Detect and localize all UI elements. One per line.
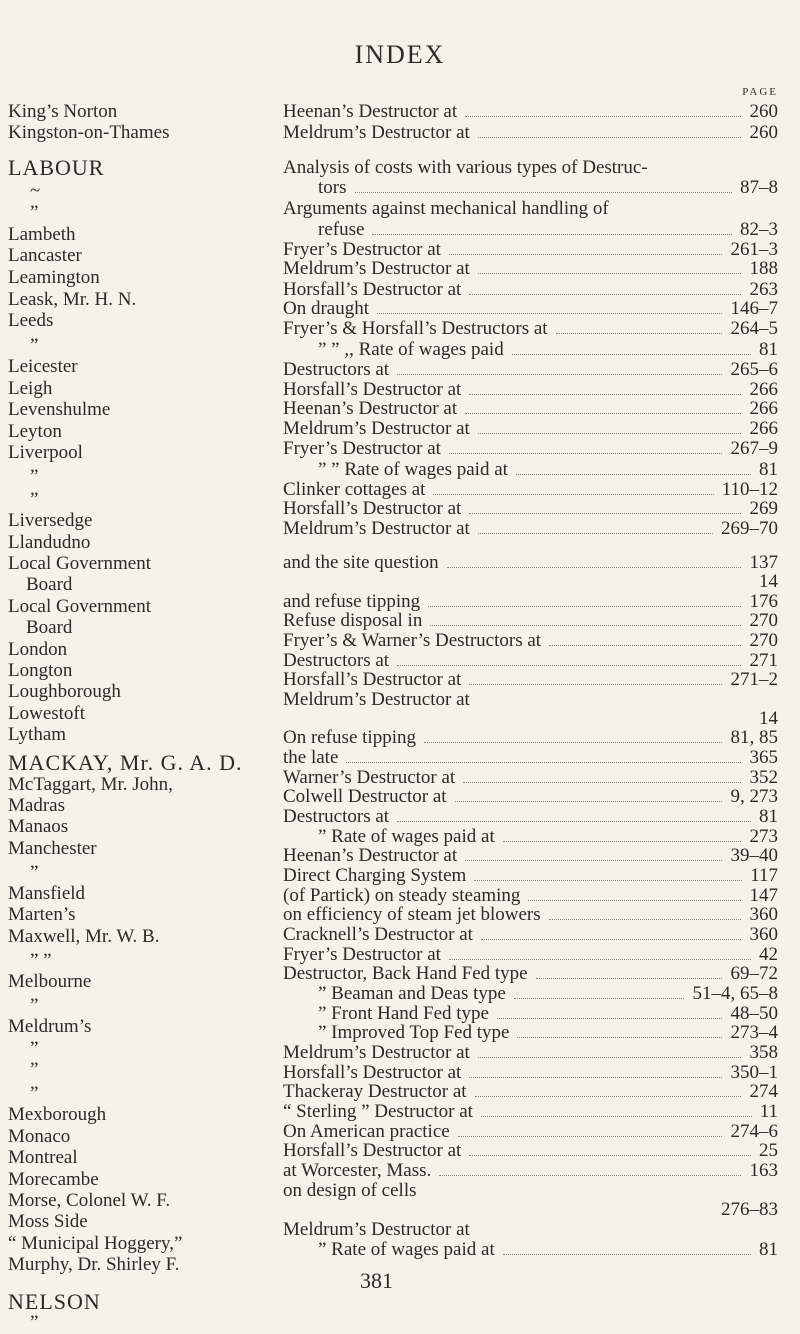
index-row [0,1219,800,1241]
page-reference: 48–50 [730,1003,778,1024]
subentry-text: on design of cells [283,1180,417,1201]
subentry-text: and the site question [283,552,439,573]
page-reference: 25 [759,1140,778,1161]
index-entry: Leeds [8,310,54,331]
subentry-text: Heenan’s Destructor at [283,845,458,866]
dot-leader [463,782,741,783]
dot-leader [478,1057,741,1058]
dot-leader [458,1136,722,1137]
index-row [0,1101,800,1123]
subentry-text: Meldrum’s Destructor at [283,518,470,539]
index-row [0,845,800,867]
index-entry: ” [30,995,39,1016]
subentry-text: Horsfall’s Destructor at [283,379,462,400]
page-reference: 263 [749,279,778,300]
subentry-text: Horsfall’s Destructor at [283,498,462,519]
index-entry: Leyton [8,421,62,442]
index-row [0,806,800,828]
page-reference: 14 [759,571,778,592]
index-row [0,865,800,887]
page-reference: 269–70 [721,518,778,539]
index-entry: Leask, Mr. H. N. [8,289,137,310]
index-entry: Manchester [8,838,97,859]
dot-leader [503,841,741,842]
subentry-text: Horsfall’s Destructor at [283,669,462,690]
page-reference: 81 [759,1239,778,1260]
index-row [0,318,800,340]
index-row [0,1140,800,1162]
index-row [0,122,800,144]
page-reference: 69–72 [730,963,778,984]
subentry-text: refuse [318,219,365,240]
index-entry: Liversedge [8,510,93,531]
index-row [0,258,800,280]
dot-leader [556,333,722,334]
page-reference: 137 [749,552,778,573]
dot-leader [481,1116,752,1117]
subentry-text: Fryer’s Destructor at [283,944,441,965]
index-row [0,1042,800,1064]
page-reference: 271 [749,650,778,671]
index-entry: “ Municipal Hoggery,” [8,1233,183,1254]
index-entry: ” [30,1059,39,1080]
dot-leader [469,294,741,295]
dot-leader [449,254,722,255]
page-reference: 163 [749,1160,778,1181]
page-reference: 42 [759,944,778,965]
subentry-text: On American practice [283,1121,450,1142]
page-reference: 39–40 [730,845,778,866]
page-reference: 110–12 [721,479,778,500]
dot-leader [549,645,741,646]
index-entry: Madras [8,795,65,816]
dot-leader [478,433,741,434]
subentry-text: ” Rate of wages paid at [318,1239,495,1260]
index-entry: ” [30,862,39,883]
index-entry: Llandudno [8,532,91,553]
page-reference: 267–9 [730,438,778,459]
index-entry: Leigh [8,378,53,399]
dot-leader [469,684,722,685]
subentry-text: Refuse disposal in [283,610,423,631]
page-reference: 11 [759,1101,778,1122]
page-reference: 269 [749,498,778,519]
index-entry: Morse, Colonel W. F. [8,1190,171,1211]
dot-leader [474,880,742,881]
index-entry: Montreal [8,1147,78,1168]
subentry-text: (of Partick) on steady steaming [283,885,521,906]
subentry-text: Clinker cottages at [283,479,426,500]
page-reference: 352 [749,767,778,788]
dot-leader [377,313,722,314]
index-entry: Lowestoft [8,703,86,724]
index-row [0,498,800,520]
page-reference: 360 [749,924,778,945]
dot-leader [497,1018,722,1019]
dot-leader [503,1254,751,1255]
subentry-text: Direct Charging System [283,865,467,886]
index-entry: Leicester [8,356,78,377]
index-entry: Meldrum’s [8,1016,92,1037]
subentry-text: Destructors at [283,806,390,827]
subentry-text: Heenan’s Destructor at [283,101,458,122]
subentry-text: ” ” ,, Rate of wages paid [318,339,504,360]
index-entry: Morecambe [8,1169,99,1190]
index-row [0,669,800,691]
index-row [0,1022,800,1044]
index-entry: Kingston-on-Thames [8,122,170,143]
page-reference: 350–1 [730,1062,778,1083]
index-entry: ” [30,202,39,223]
subentry-text: and refuse tipping [283,591,421,612]
index-entry: Lancaster [8,245,82,266]
page-reference: 266 [749,418,778,439]
subentry-text: Warner’s Destructor at [283,767,456,788]
index-entry: Lytham [8,724,67,745]
subentry-text: ” ” Rate of wages paid at [318,459,508,480]
page-reference: 81, 85 [730,727,778,748]
page-reference: 264–5 [730,318,778,339]
subentry-text: Meldrum’s Destructor at [283,689,470,710]
dot-leader [465,860,722,861]
index-entry: ” [30,466,39,487]
index-entry: ” [30,1312,39,1333]
subentry-text: Destructors at [283,359,390,380]
subentry-text: On draught [283,298,370,319]
page-reference: 270 [749,610,778,631]
dot-leader [447,567,741,568]
index-entry: Monaco [8,1126,71,1147]
index-row [0,219,800,241]
subentry-text: Fryer’s Destructor at [283,438,441,459]
subentry-text: Cracknell’s Destructor at [283,924,473,945]
page-reference: 266 [749,398,778,419]
index-entry: Mexborough [8,1104,107,1125]
index-row [0,359,800,381]
subentry-text: Fryer’s & Warner’s Destructors at [283,630,542,651]
subentry-text: Destructor, Back Hand Fed type [283,963,528,984]
index-row [0,198,800,220]
index-row [0,610,800,632]
dot-leader [449,453,722,454]
index-row [0,339,800,361]
page-column-label: PAGE [742,86,778,98]
index-row [0,963,800,985]
page-reference: 365 [749,747,778,768]
index-heading: NELSON [8,1289,101,1314]
index-entry: Mansfield [8,883,86,904]
index-entry: McTaggart, Mr. John, [8,774,173,795]
index-row [0,1160,800,1182]
index-entry: ~ [30,180,41,201]
dot-leader [465,413,741,414]
index-entry: ” ” [30,950,52,971]
index-row [0,904,800,926]
index-row [0,418,800,440]
index-row [0,747,800,769]
subentry-text: Analysis of costs with various types of Destruc- [283,157,648,178]
index-entry: Board [26,617,73,638]
index-row [0,983,800,1005]
dot-leader [346,762,741,763]
page-reference: 265–6 [730,359,778,380]
subentry-text: ” Improved Top Fed type [318,1022,510,1043]
dot-leader [439,1175,741,1176]
index-entry: Moss Side [8,1211,88,1232]
page-reference: 273 [749,826,778,847]
page-reference: 51–4, 65–8 [692,983,778,1004]
page-reference: 176 [749,591,778,612]
dot-leader [528,900,741,901]
dot-leader [428,606,741,607]
index-row [0,101,800,123]
page-reference: 270 [749,630,778,651]
folio-number: 381 [360,1268,393,1293]
index-entry: Board [26,574,73,595]
index-row [0,1081,800,1103]
page-reference: 82–3 [740,219,778,240]
page-reference: 266 [749,379,778,400]
subentry-text: Meldrum’s Destructor at [283,1219,470,1240]
page-reference: 117 [750,865,778,886]
index-entry: Lambeth [8,224,76,245]
page-reference: 146–7 [730,298,778,319]
index-entry: ” [30,335,39,356]
subentry-text: ” Front Hand Fed type [318,1003,489,1024]
index-row [0,177,800,199]
dot-leader [516,474,751,475]
index-entry: Liverpool [8,442,83,463]
index-row [0,298,800,320]
subentry-text: the late [283,747,339,768]
subentry-text: Meldrum’s Destructor at [283,122,470,143]
subentry-text: tors [318,177,347,198]
page-reference: 273–4 [730,1022,778,1043]
subentry-text: Meldrum’s Destructor at [283,418,470,439]
dot-leader [469,513,741,514]
index-entry: Loughborough [8,681,121,702]
index-row [0,727,800,749]
dot-leader [478,273,741,274]
subentry-text: Fryer’s Destructor at [283,239,441,260]
subentry-text: “ Sterling ” Destructor at [283,1101,473,1122]
index-row [0,1199,800,1221]
page-reference: 147 [749,885,778,906]
dot-leader [481,939,741,940]
index-entry: Melbourne [8,971,92,992]
dot-leader [430,625,741,626]
page-reference: 9, 273 [730,786,778,807]
index-entry: Maxwell, Mr. W. B. [8,926,160,947]
index-row [0,518,800,540]
dot-leader [455,801,722,802]
subentry-text: Destructors at [283,650,390,671]
index-heading: LABOUR [8,155,105,180]
dot-leader [355,192,732,193]
dot-leader [465,116,741,117]
dot-leader [433,494,714,495]
index-entry: Murphy, Dr. Shirley F. [8,1254,180,1275]
index-entry: Longton [8,660,73,681]
subentry-text: on efficiency of steam jet blowers [283,904,541,925]
index-row [0,924,800,946]
index-entry: Local Government [8,596,151,617]
index-row [0,1239,800,1261]
page-reference: 87–8 [740,177,778,198]
subentry-text: Horsfall’s Destructor at [283,1140,462,1161]
index-row [0,398,800,420]
index-entry: ” [30,489,39,510]
index-row [0,630,800,652]
index-entry: ” [30,1083,39,1104]
subentry-text: ” Rate of wages paid at [318,826,495,847]
subentry-text: On refuse tipping [283,727,416,748]
page-reference: 271–2 [730,669,778,690]
index-row [0,438,800,460]
index-row [0,157,800,179]
index-row [0,571,800,593]
page-reference: 14 [759,708,778,729]
page-reference: 81 [759,339,778,360]
page-reference: 276–83 [721,1199,778,1220]
dot-leader [549,919,741,920]
page-reference: 274 [749,1081,778,1102]
dot-leader [478,137,741,138]
dot-leader [424,742,722,743]
dot-leader [469,1155,751,1156]
index-entry: Manaos [8,816,69,837]
subentry-text: Meldrum’s Destructor at [283,1042,470,1063]
dot-leader [514,998,684,999]
subentry-text: at Worcester, Mass. [283,1160,432,1181]
dot-leader [397,374,722,375]
subentry-text: Colwell Destructor at [283,786,447,807]
dot-leader [475,1096,741,1097]
dot-leader [469,394,741,395]
subentry-text: Fryer’s & Horsfall’s Destructors at [283,318,548,339]
page-reference: 260 [749,122,778,143]
index-entry: ” [30,1038,39,1059]
page-reference: 188 [749,258,778,279]
dot-leader [372,234,732,235]
index-entry: King’s Norton [8,101,118,122]
subentry-text: Meldrum’s Destructor at [283,258,470,279]
subentry-text: Horsfall’s Destructor at [283,279,462,300]
page-reference: 81 [759,459,778,480]
subentry-text: Horsfall’s Destructor at [283,1062,462,1083]
index-row [0,786,800,808]
dot-leader [512,354,751,355]
page-reference: 274–6 [730,1121,778,1142]
index-entry: Local Government [8,553,151,574]
index-title: INDEX [354,40,446,69]
subentry-text: Heenan’s Destructor at [283,398,458,419]
dot-leader [478,533,713,534]
index-heading: MACKAY, Mr. G. A. D. [8,750,243,775]
subentry-text: Arguments against mechanical handling of [283,198,609,219]
dot-leader [536,978,722,979]
dot-leader [397,665,741,666]
index-entry: Leamington [8,267,100,288]
page-reference: 360 [749,904,778,925]
page-reference: 261–3 [730,239,778,260]
dot-leader [469,1077,722,1078]
index-entry: London [8,639,68,660]
index-entry: Marten’s [8,904,76,925]
subentry-text: Thackeray Destructor at [283,1081,467,1102]
page-reference: 81 [759,806,778,827]
page-reference: 260 [749,101,778,122]
subentry-text: ” Beaman and Deas type [318,983,506,1004]
dot-leader [517,1037,722,1038]
index-row [0,459,800,481]
index-entry: Levenshulme [8,399,111,420]
dot-leader [449,959,751,960]
dot-leader [397,821,751,822]
page-reference: 358 [749,1042,778,1063]
